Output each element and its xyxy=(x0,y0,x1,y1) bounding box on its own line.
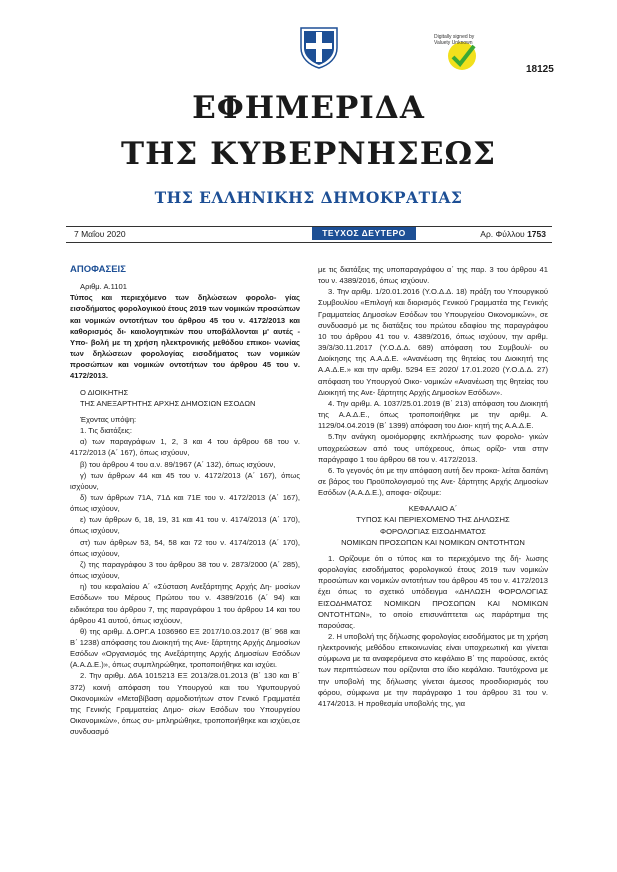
right-column xyxy=(318,264,548,709)
article: 1. Ορίζουμε ότι ο τύπος και το περιεχόμενο της δή- λωσης φορολογίας εισοδήματος φορολογικού έτους 2019 των νομικών προσώπων και νομικών οντοτήτων του άρθρου 45 του ν. 4172/2013 έχει όπως το σχετικό υπόδειγμα «ΔΗΛΩΣΗ ΦΟΡΟΛΟΓΙΑΣ ΕΙΣΟΔΗΜΑΤΟΣ ΝΟΜΙΚΩΝ ΠΡΟΣΩΠΩΝ ΚΑΙ ΝΟΜΙΚΩΝ ΟΝΤΟΤΗΤΩΝ», το οποίο επισυνάπτεται ως παράρτημα της παρούσας. xyxy=(318,553,548,630)
issue-date: 7 Μαΐου 2020 xyxy=(74,229,126,239)
chapter-title-line2: ΦΟΡΟΛΟΓΙΑΣ ΕΙΣΟΔΗΜΑΤΟΣ xyxy=(380,526,486,536)
section-heading: ΑΠΟΦΑΣΕΙΣ xyxy=(70,264,126,275)
decision-number: Αριθμ. Α.1101 xyxy=(80,282,127,292)
divider-bottom xyxy=(66,242,552,243)
chapter-title-line3: ΝΟΜΙΚΩΝ ΠΡΟΣΩΠΩΝ ΚΑΙ ΝΟΜΙΚΩΝ ΟΝΤΟΤΗΤΩΝ xyxy=(341,537,525,547)
paragraph: 1. Τις διατάξεις: xyxy=(80,426,132,436)
paragraph: με τις διατάξεις της υποπαραγράφου α΄ της παρ. 3 του άρθρου 41 του ν. 4389/2016, όπως ισχύουν. xyxy=(318,265,548,286)
digital-signature-seal xyxy=(434,30,490,74)
page-number: 18125 xyxy=(526,64,554,75)
paragraph: β) του άρθρου 4 του α.ν. 89/1967 (Α΄ 132), όπως ισχύουν, xyxy=(80,459,276,469)
paragraph: ζ) της παραγράφου 3 του άρθρου 38 του ν. 2873/2000 (Α΄ 285), όπως ισχύουν, xyxy=(70,559,300,581)
sheet-value: 1753 xyxy=(527,229,546,239)
paragraph: 4. Την αριθμ. Α. 1037/25.01.2019 (Β΄ 213) απόφαση του Διοικητή της Α.Α.Δ.Ε., όπως τροποποιήθηκε με την αριθμ. Α. 1129/04.04.2019 (Β΄ 1399) απόφαση του Διοι- κητή της Α.Α.Δ.Ε. xyxy=(318,398,548,431)
authority-line1: Ο ΔΙΟΙΚΗΤΗΣ xyxy=(80,387,129,397)
paragraph: γ) των άρθρων 44 και 45 του ν. 4172/2013 (Α΄ 167), όπως ισχύουν, xyxy=(70,470,300,491)
chapter-number: ΚΕΦΑΛΑΙΟ Α΄ xyxy=(408,504,458,514)
issue-badge: ΤΕΥΧΟΣ ΔΕΥΤΕΡΟ xyxy=(312,227,416,240)
left-column xyxy=(70,264,300,737)
sheet-number xyxy=(480,229,546,239)
authority-line2: ΤΗΣ ΑΝΕΞΑΡΤΗΤΗΣ ΑΡΧΗΣ ΔΗΜΟΣΙΩΝ ΕΣΟΔΩΝ xyxy=(80,398,256,408)
paragraph: 5.Την ανάγκη ομοιόμορφης εκπλήρωσης των φορολο- γικών υποχρεώσεων από τους υπόχρεους, όπως ορίζο- νται στην παράγραφο 1 του άρθρου 68 του ν. 4172/2013. xyxy=(318,432,548,464)
paragraph: ε) των άρθρων 6, 18, 19, 31 και 41 του ν. 4174/2013 (Α΄ 170), όπως ισχύουν, xyxy=(70,515,300,536)
dateline xyxy=(66,227,552,241)
article: 2. Η υποβολή της δήλωσης φορολογίας εισοδήματος με τη χρήση ηλεκτρονικής μεθόδου επικοινωνίας είναι υποχρεωτική και γίνεται σύμφωνα με τα αναφερόμενα στο κεφάλαιο Β΄ της παρούσας, εκτός των περιπτώσεων που ορίζονται στο ίδιο κεφάλαιο. Ταυτόχρονα με την υποβολή της δήλωσης γίνεται άμεσος προσδιορισμός του φόρου, σύμφωνα με την παράγραφο 1 του άρθρου 31 του ν. 4174/2013. Η προθεσμία υποβολής της, για xyxy=(318,632,548,708)
paragraph: 6. Το γεγονός ότι με την απόφαση αυτή δεν προκα- λείται δαπάνη σε βάρος του Προϋπολογισμού της Ανε- ξάρτητης Αρχής Δημοσίων Εσόδων (Α.Α.Δ.Ε.), αποφα- σίζουμε: xyxy=(318,465,548,498)
paragraph: η) του κεφαλαίου Α΄ «Σύσταση Ανεξάρτητης Αρχής Δη- μοσίων Εσόδων» του Μέρους Πρώτου του ν. 4389/2016 (Α΄ 94) και ειδικότερα του άρθρου 7, της παραγράφου 1 του άρθρου 14 και του άρθρου 41 αυτού, όπως ισχύουν, xyxy=(70,582,300,625)
sheet-label: Αρ. Φύλλου xyxy=(480,229,525,239)
greek-coat-of-arms-icon xyxy=(295,22,343,70)
paragraph: α) των παραγράφων 1, 2, 3 και 4 του άρθρου 68 του ν. 4172/2013 (Α΄ 167), όπως ισχύουν, xyxy=(70,437,300,458)
paragraph: 3. Την αριθμ. 1/20.01.2016 (Υ.Ο.Δ.Δ. 18) πράξη του Υπουργικού Συμβουλίου «Επιλογή και διορισμός Γενικού Γραμματέα της Γενικής Γραμματείας Δημοσίων Εσόδων του Υπουργείου Οικονομικών», σε συνδυασμό με τις διατάξεις του πρώτου εδαφίου της παραγράφου 10 του άρθρου 41 του ν. 4389/2016, όπως ισχύουν, την αριθμ. 39/3/30.11.2017 (Υ.Ο.Δ.Δ. 689) απόφαση του Συμβουλί- ου Διοίκησης της Α.Α.Δ.Ε. «Ανανέωση της θητείας του Διοικητή της Α.Α.Δ.Ε.» και την αριθμ. 5294 ΕΞ 2020/ 17.01.2020 (Υ.Ο.Δ.Δ. 27) απόφαση του Υπουργού Οικο- νομικών «Ανανέωση της θητείας του Διοικητή της Ανε- ξάρτητης Αρχής Δημοσίων Εσόδων». xyxy=(318,287,548,397)
chapter-title-line1: ΤΥΠΟΣ ΚΑΙ ΠΕΡΙΕΧΟΜΕΝΟ ΤΗΣ ΔΗΛΩΣΗΣ xyxy=(356,515,510,525)
paragraph: 2. Την αριθμ. Δ6Α 1015213 ΕΞ 2013/28.01.2013 (Β΄ 130 και Β΄ 372) κοινή απόφαση του Υπουργού και του Υφυπουργού Οικονομικών «Μεταβίβαση αρμοδιοτήτων στον Γενικό Γραμματέα της Γενικής Γραμματείας Δημο- σίων Εσόδων του Υπουργείου Οικονομικών», όπως συ- μπληρώθηκε, τροποποιήθηκε και ισχύει,σε συνδυασμό xyxy=(70,671,300,737)
paragraph: δ) των άρθρων 71Α, 71Δ και 71Ε του ν. 4172/2013 (Α΄ 167), όπως ισχύουν, xyxy=(70,492,300,514)
paragraph: Έχοντας υπόψη: xyxy=(80,414,137,424)
masthead-title-line2: ΤΗΣ ΚΥΒΕΡΝΗΣΕΩΣ xyxy=(121,136,496,172)
paragraph: στ) των άρθρων 53, 54, 58 και 72 του ν. 4174/2013 (Α΄ 170), όπως ισχύουν, xyxy=(70,537,300,558)
seal-text: Digitally signed by Valuety Unknown xyxy=(434,34,475,46)
masthead-subtitle: ΤΗΣ ΕΛΛΗΝΙΚΗΣ ΔΗΜΟΚΡΑΤΙΑΣ xyxy=(154,188,463,207)
masthead-title-line1: ΕΦΗΜΕΡΙΔΑ xyxy=(192,90,425,126)
decision-title: Τύπος και περιεχόμενο των δηλώσεων φορολο- γίας εισοδήματος φορολογικού έτους 2019 των νομικών προσώπων και νομικών οντοτήτων του άρθρου 45 του ν. 4172/2013 και καθορισμός δι- καιολογητικών που υποβάλλονται μ' αυτές - Υπο- βολή με τη χρήση ηλεκτρονικής μεθόδου επικοι- νωνίας των δηλώσεων φορολογίας εισοδήματος των νομικών προσώπων και νομικών οντοτήτων του άρθρου 45 του ν. 4172/2013. xyxy=(70,293,300,381)
paragraph: θ) της αριθμ. Δ.ΟΡΓ.Α 1036960 ΕΞ 2017/10.03.2017 (Β΄ 968 και Β΄ 1238) απόφασης του Διοικητή της Ανε- ξάρτητης Αρχής Δημοσίων Εσόδων «Οργανισμός της Ανεξάρτητης Αρχής Δημοσίων Εσόδων (Α.Α.Δ.Ε.)», όπως συμπληρώθηκε, τροποποιήθηκε και ισχύει. xyxy=(70,626,300,670)
